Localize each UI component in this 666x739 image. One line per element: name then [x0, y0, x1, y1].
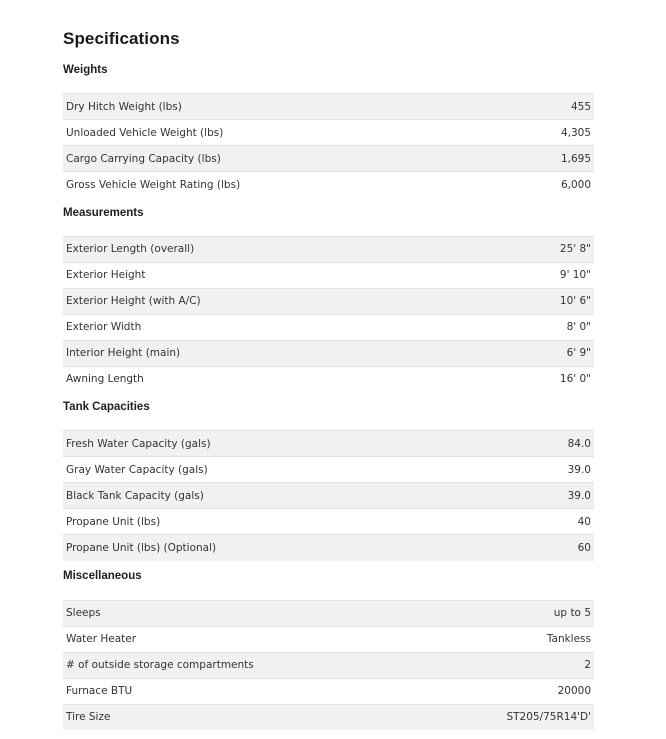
- spec-label: Fresh Water Capacity (gals): [66, 437, 211, 450]
- table-row: [63, 509, 594, 535]
- spec-value: 20000: [557, 685, 591, 697]
- spec-value: 10' 6": [559, 295, 591, 307]
- spec-table: [63, 600, 594, 731]
- spec-table: [63, 430, 594, 561]
- spec-label: # of outside storage compartments: [66, 659, 254, 671]
- spec-label: Sleeps: [66, 607, 101, 619]
- spec-value: Tankless: [546, 633, 591, 645]
- table-row: [63, 535, 594, 561]
- spec-value: 40: [577, 515, 591, 528]
- spec-value: 6' 9": [566, 347, 591, 359]
- spec-label: Exterior Width: [66, 321, 142, 333]
- spec-value: 6,000: [560, 178, 591, 191]
- table-row: [63, 366, 594, 392]
- table-row: [63, 483, 594, 509]
- spec-label: Gross Vehicle Weight Rating (lbs): [66, 178, 241, 191]
- table-row: [63, 236, 594, 262]
- section-measurements: [63, 204, 594, 393]
- table-row: [63, 431, 594, 457]
- spec-label: Water Heater: [66, 633, 137, 645]
- section-title: Miscellaneous: [63, 569, 142, 582]
- table-row: [63, 314, 594, 340]
- spec-value: up to 5: [553, 607, 591, 619]
- spec-value: 39.0: [567, 463, 591, 476]
- table-row: [63, 678, 594, 704]
- spec-label: Exterior Height (with A/C): [66, 295, 201, 307]
- table-row: [63, 146, 594, 172]
- spec-label: Furnace BTU: [66, 685, 133, 697]
- section-title: Tank Capacities: [63, 401, 150, 413]
- spec-label: Propane Unit (lbs) (Optional): [66, 541, 217, 554]
- section-title: Weights: [63, 64, 108, 76]
- section-weights: [63, 61, 594, 198]
- spec-label: Black Tank Capacity (gals): [66, 489, 204, 502]
- spec-label: Exterior Height: [66, 269, 146, 281]
- table-row: [63, 262, 594, 288]
- spec-label: Unloaded Vehicle Weight (lbs): [66, 126, 224, 139]
- spec-table: [63, 93, 594, 198]
- table-row: [63, 652, 594, 678]
- spec-value: 39.0: [567, 489, 591, 502]
- spec-value: 25' 8": [559, 243, 591, 255]
- spec-label: Propane Unit (lbs): [66, 515, 161, 528]
- spec-value: ST205/75R14'D': [506, 711, 591, 724]
- section-miscellaneous: [63, 567, 594, 731]
- table-row: [63, 288, 594, 314]
- table-row: [63, 704, 594, 730]
- spec-label: Awning Length: [66, 373, 144, 386]
- spec-label: Gray Water Capacity (gals): [66, 463, 208, 476]
- spec-value: 60: [577, 541, 591, 554]
- spec-value: 84.0: [567, 437, 591, 450]
- spec-label: Tire Size: [66, 711, 111, 724]
- spec-label: Dry Hitch Weight (lbs): [66, 100, 182, 113]
- spec-label: Cargo Carrying Capacity (lbs): [66, 152, 221, 165]
- spec-table: [63, 236, 594, 393]
- spec-value: 16' 0": [559, 373, 591, 386]
- table-row: [63, 172, 594, 198]
- table-row: [63, 457, 594, 483]
- table-row: [63, 120, 594, 146]
- section-tank-capacities: [63, 398, 594, 561]
- spec-label: Interior Height (main): [66, 347, 181, 359]
- spec-value: 4,305: [560, 126, 591, 139]
- spec-value: 2: [584, 659, 591, 671]
- table-row: [63, 340, 594, 366]
- page-title: Specifications: [63, 29, 180, 48]
- table-row: [63, 600, 594, 626]
- table-row: [63, 94, 594, 120]
- spec-value: 8' 0": [566, 321, 591, 333]
- specifications-panel: [63, 28, 594, 730]
- spec-value: 455: [570, 100, 591, 113]
- spec-label: Exterior Length (overall): [66, 243, 195, 255]
- section-title: Measurements: [63, 206, 144, 219]
- spec-value: 9' 10": [559, 269, 591, 281]
- table-row: [63, 626, 594, 652]
- spec-value: 1,695: [560, 152, 591, 165]
